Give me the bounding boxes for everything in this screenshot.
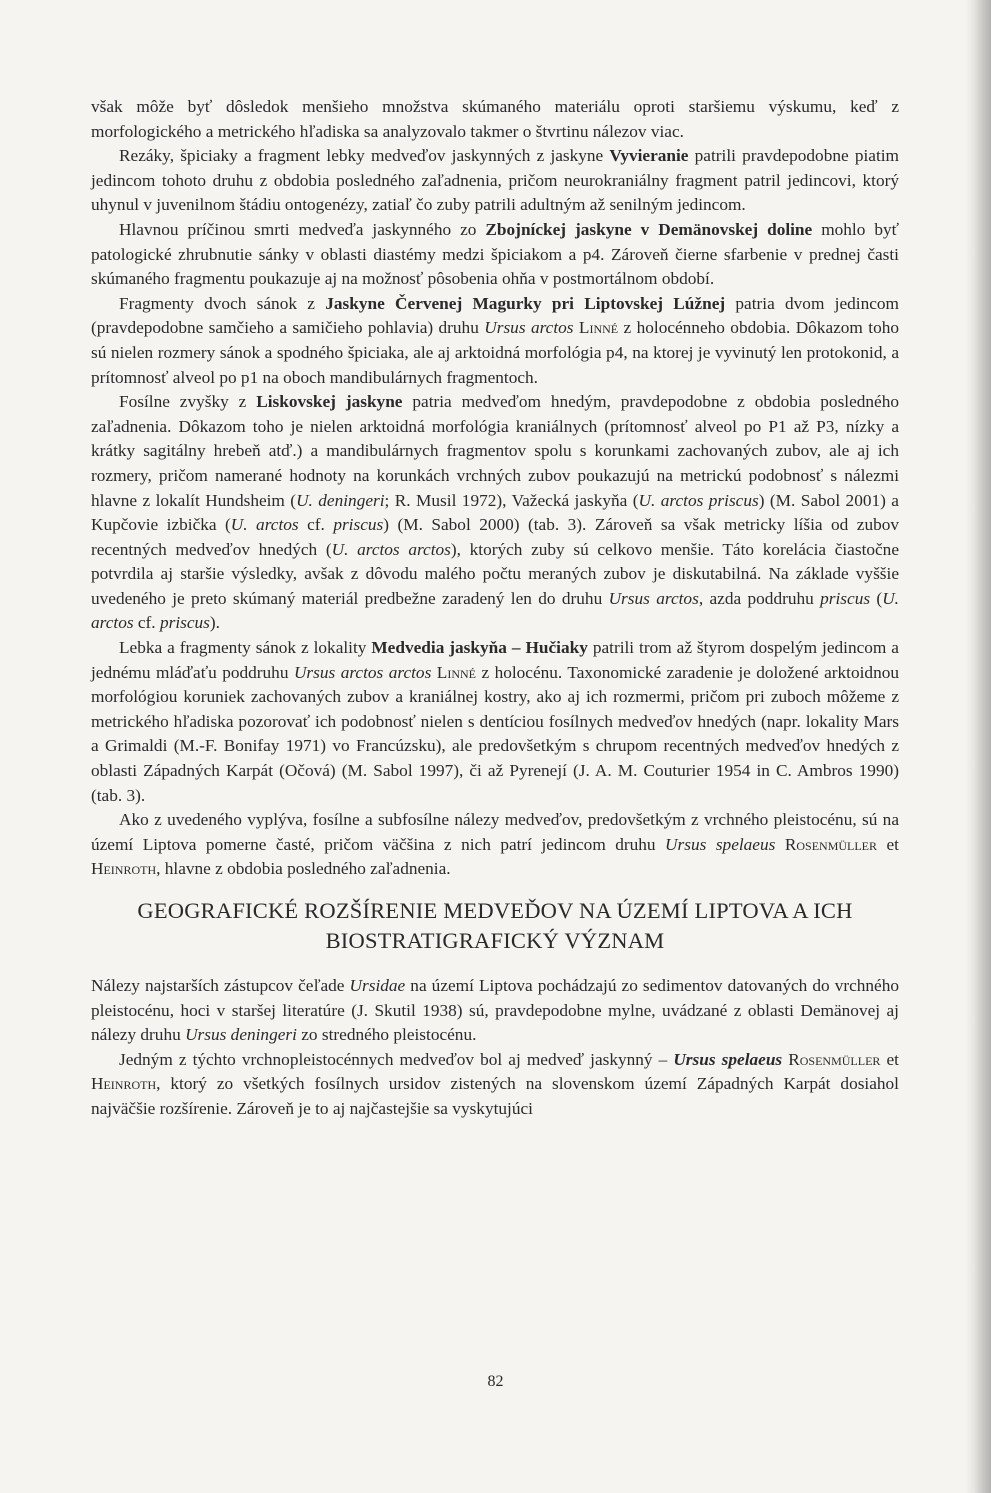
paragraph-p5	[91, 390, 899, 636]
text-run: Linné	[578, 318, 619, 338]
text-run: Ursus arctos arctos	[293, 662, 432, 682]
text-run: patrili trom až štyrom dospelým jedincom a jednému mláďaťu poddruhu	[91, 638, 899, 682]
section-heading	[91, 896, 899, 956]
text-run: patrili pravdepodobne piatim jedincom tohoto druhu z obdobia posledného zaľadnenia, pričom neurokraniálny fragment patril jedincovi, ktorý uhynul v juvenilnom štádiu ontogenézy, zatiaľ čo zuby patrili adultným až senilným jedincom.	[91, 146, 899, 215]
text-run: U. arctos arctos	[331, 539, 451, 559]
text-run: Jedným z týchto vrchnopleistocénnych medveďov bol aj medveď jaskynný –	[119, 1049, 674, 1069]
text-run: ), ktorých zuby sú celkovo menšie. Táto korelácia čiastočne potvrdila aj staršie výsledky, avšak z dôvodu malého počtu meraných zubov je diskutabilná. Na základe vyššie uvedeného je preto skúmaný materiál predbežne zaradený len do druhu	[91, 539, 899, 608]
text-run: et	[877, 834, 899, 854]
text-run: Ursus spelaeus	[673, 1049, 783, 1069]
text-run: Ursus deningeri	[185, 1025, 297, 1045]
text-run: priscus	[159, 613, 210, 633]
text-run: et	[880, 1049, 899, 1069]
text-run: , hlavne z obdobia posledného zaľadnenia.	[156, 859, 451, 879]
paragraph-p6	[91, 636, 899, 808]
text-run: z holocénu. Taxonomické zaradenie je doložené arktoidnou morfológiou koruniek zachovaných zubov a kraniálnej kostry, ako aj ich rozmermi, pričom pri zuboch môžeme z metrického hľadiska pozorovať ich podobnosť nielen s dentíciou fosílnych medveďov hnedých (napr. lokality Mars a Grimaldi (M.-F. Bonifay 1971) vo Francúzsku), ale predovšetkým s chrupom recentných medveďov hnedých z oblasti Západných Karpát (Očová) (M. Sabol 1997), či až Pyrenejí (J. A. M. Couturier 1954 in C. Ambros 1990) (tab. 3).	[91, 662, 899, 805]
text-run: , ktorý zo všetkých fosílnych ursidov zistených na slovenskom území Západných Karpát dosiahol najväčšie rozšírenie. Zároveň je to aj najčastejšie sa vyskytujúci	[91, 1074, 899, 1118]
text-run: Ursidae	[349, 976, 406, 995]
text-run: Fosílne zvyšky z	[119, 392, 257, 412]
text-run: Ursus spelaeus	[665, 834, 776, 854]
text-run: patria medveďom hnedým, pravdepodobne z obdobia posledného zaľadnenia. Dôkazom toho je nielen arktoidná morfológia kraniálnych (prítomnosť alveol po P1 až P3, nízky a krátky sagitálny hrebeň atď.) a mandibulárnych fragmentov spolu s korunkami zachovaných zubov, ale aj ich rozmery, pričom namerané hodnoty na korunkách vrchných zubov poukazujú na metrickú podobnosť s nálezmi hlavne z lokalít Hundsheim (	[91, 392, 900, 510]
text-run	[775, 835, 784, 854]
text-run: Rezáky, špiciaky a fragment lebky medveďov jaskynných z jaskyne	[119, 146, 610, 166]
text-run: priscus	[333, 515, 384, 535]
text-run: však môže byť dôsledok menšieho množstva skúmaného materiálu oproti staršiemu výskumu, keď z morfologického a metrického hľadiska sa analyzovalo takmer o štvrtinu nálezov viac.	[91, 97, 899, 141]
paragraph-p2	[91, 144, 899, 218]
paragraph-p1	[91, 95, 899, 144]
text-run: z holocénneho obdobia. Dôkazom toho sú nielen rozmery sánok a spodného špiciaka, ale aj arktoidná morfológia p4, na ktorej je vyvinutý len protokonid, a prítomnosť alveol po p1 na oboch mandibulárnych fragmentoch.	[91, 318, 899, 387]
text-run: Heinroth	[91, 859, 157, 879]
text-run: Ursus arctos	[608, 588, 699, 608]
paragraph-p7	[91, 808, 899, 882]
text-run: ) (M. Sabol 2001) a Kupčovie izbička (	[91, 490, 899, 535]
text-run: Ako z uvedeného vyplýva, fosílne a subfosílne nálezy medveďov, predovšetkým z vrchného pleistocénu, sú na území Liptova pomerne časté, pričom väčšina z nich patrí jedincom druhu	[91, 810, 899, 854]
text-run: Medvedia jaskyňa – Hučiaky	[371, 638, 588, 658]
text-run: Nálezy najstarších zástupcov čeľade	[91, 976, 350, 995]
text-run: (	[870, 588, 883, 608]
text-run: Rosenmüller	[784, 834, 878, 854]
text-run: Liskovskej jaskyne	[256, 392, 403, 412]
paragraph-p4	[91, 292, 899, 390]
page-content	[91, 95, 899, 1122]
body-text-before-heading	[91, 95, 899, 882]
text-run: Rosenmüller	[788, 1049, 881, 1069]
text-run: cf.	[298, 515, 334, 535]
text-run: U. arctos	[230, 515, 299, 535]
text-run: Heinroth	[91, 1074, 157, 1094]
text-run: patria dvom jedincom (pravdepodobne samčieho a samičieho pohlavia) druhu	[91, 293, 899, 338]
paragraph-p9	[91, 1048, 899, 1122]
text-run: U. arctos	[91, 588, 899, 633]
text-run: , azda poddruhu	[698, 588, 821, 608]
text-run: Ursus arctos	[484, 318, 574, 338]
body-text-after-heading	[91, 974, 899, 1122]
text-run: U. deningeri	[296, 490, 385, 510]
text-run: ; R. Musil 1972), Važecká jaskyňa (	[384, 490, 639, 510]
text-run: ) (M. Sabol 2000) (tab. 3). Zároveň sa však metricky líšia od zubov recentných medveďov hnedých (	[91, 515, 900, 559]
text-run: cf.	[133, 613, 160, 633]
text-run: Linné	[436, 662, 476, 682]
section-heading-line-1: GEOGRAFICKÉ ROZŠÍRENIE MEDVEĎOV NA ÚZEMÍ LIPTOVA A ICH	[137, 898, 853, 923]
text-run: mohlo byť patologické zhrubnutie sánky v oblasti diastémy medzi špiciakom a p4. Zároveň čierne sfarbenie v prednej časti skúmaného fragmentu poukazuje aj na možnosť pôsobenia ohňa v postmortálnom období.	[91, 219, 899, 289]
page-edge-shadow	[965, 0, 991, 1493]
text-run: Zbojníckej jaskyne v Demänovskej doline	[485, 219, 813, 239]
text-run: Jaskyne Červenej Magurky pri Liptovskej Lúžnej	[325, 293, 726, 313]
text-run: Vyvieranie	[609, 146, 689, 166]
paragraph-p3	[91, 218, 899, 292]
text-run: na území Liptova pochádzajú zo sedimentov datovaných do vrchného pleistocénu, hoci v staršej literatúre (J. Skutil 1938) sú, pravdepodobne mylne, uvádzané z oblasti Demänovej aj nálezy druhu	[91, 976, 900, 1045]
text-run: zo stredného pleistocénu.	[296, 1025, 477, 1045]
page-number: 82	[487, 1373, 504, 1390]
paragraph-p8	[91, 974, 899, 1048]
text-run: priscus	[820, 588, 871, 608]
text-run: U. arctos priscus	[638, 490, 759, 510]
section-heading-line-2: BIOSTRATIGRAFICKÝ VÝZNAM	[325, 928, 665, 953]
text-run: ).	[209, 613, 220, 633]
text-run: Fragmenty dvoch sánok z	[119, 293, 326, 313]
text-run: Lebka a fragmenty sánok z lokality	[119, 638, 372, 658]
text-run: Hlavnou príčinou smrti medveďa jaskynného zo	[119, 219, 486, 239]
